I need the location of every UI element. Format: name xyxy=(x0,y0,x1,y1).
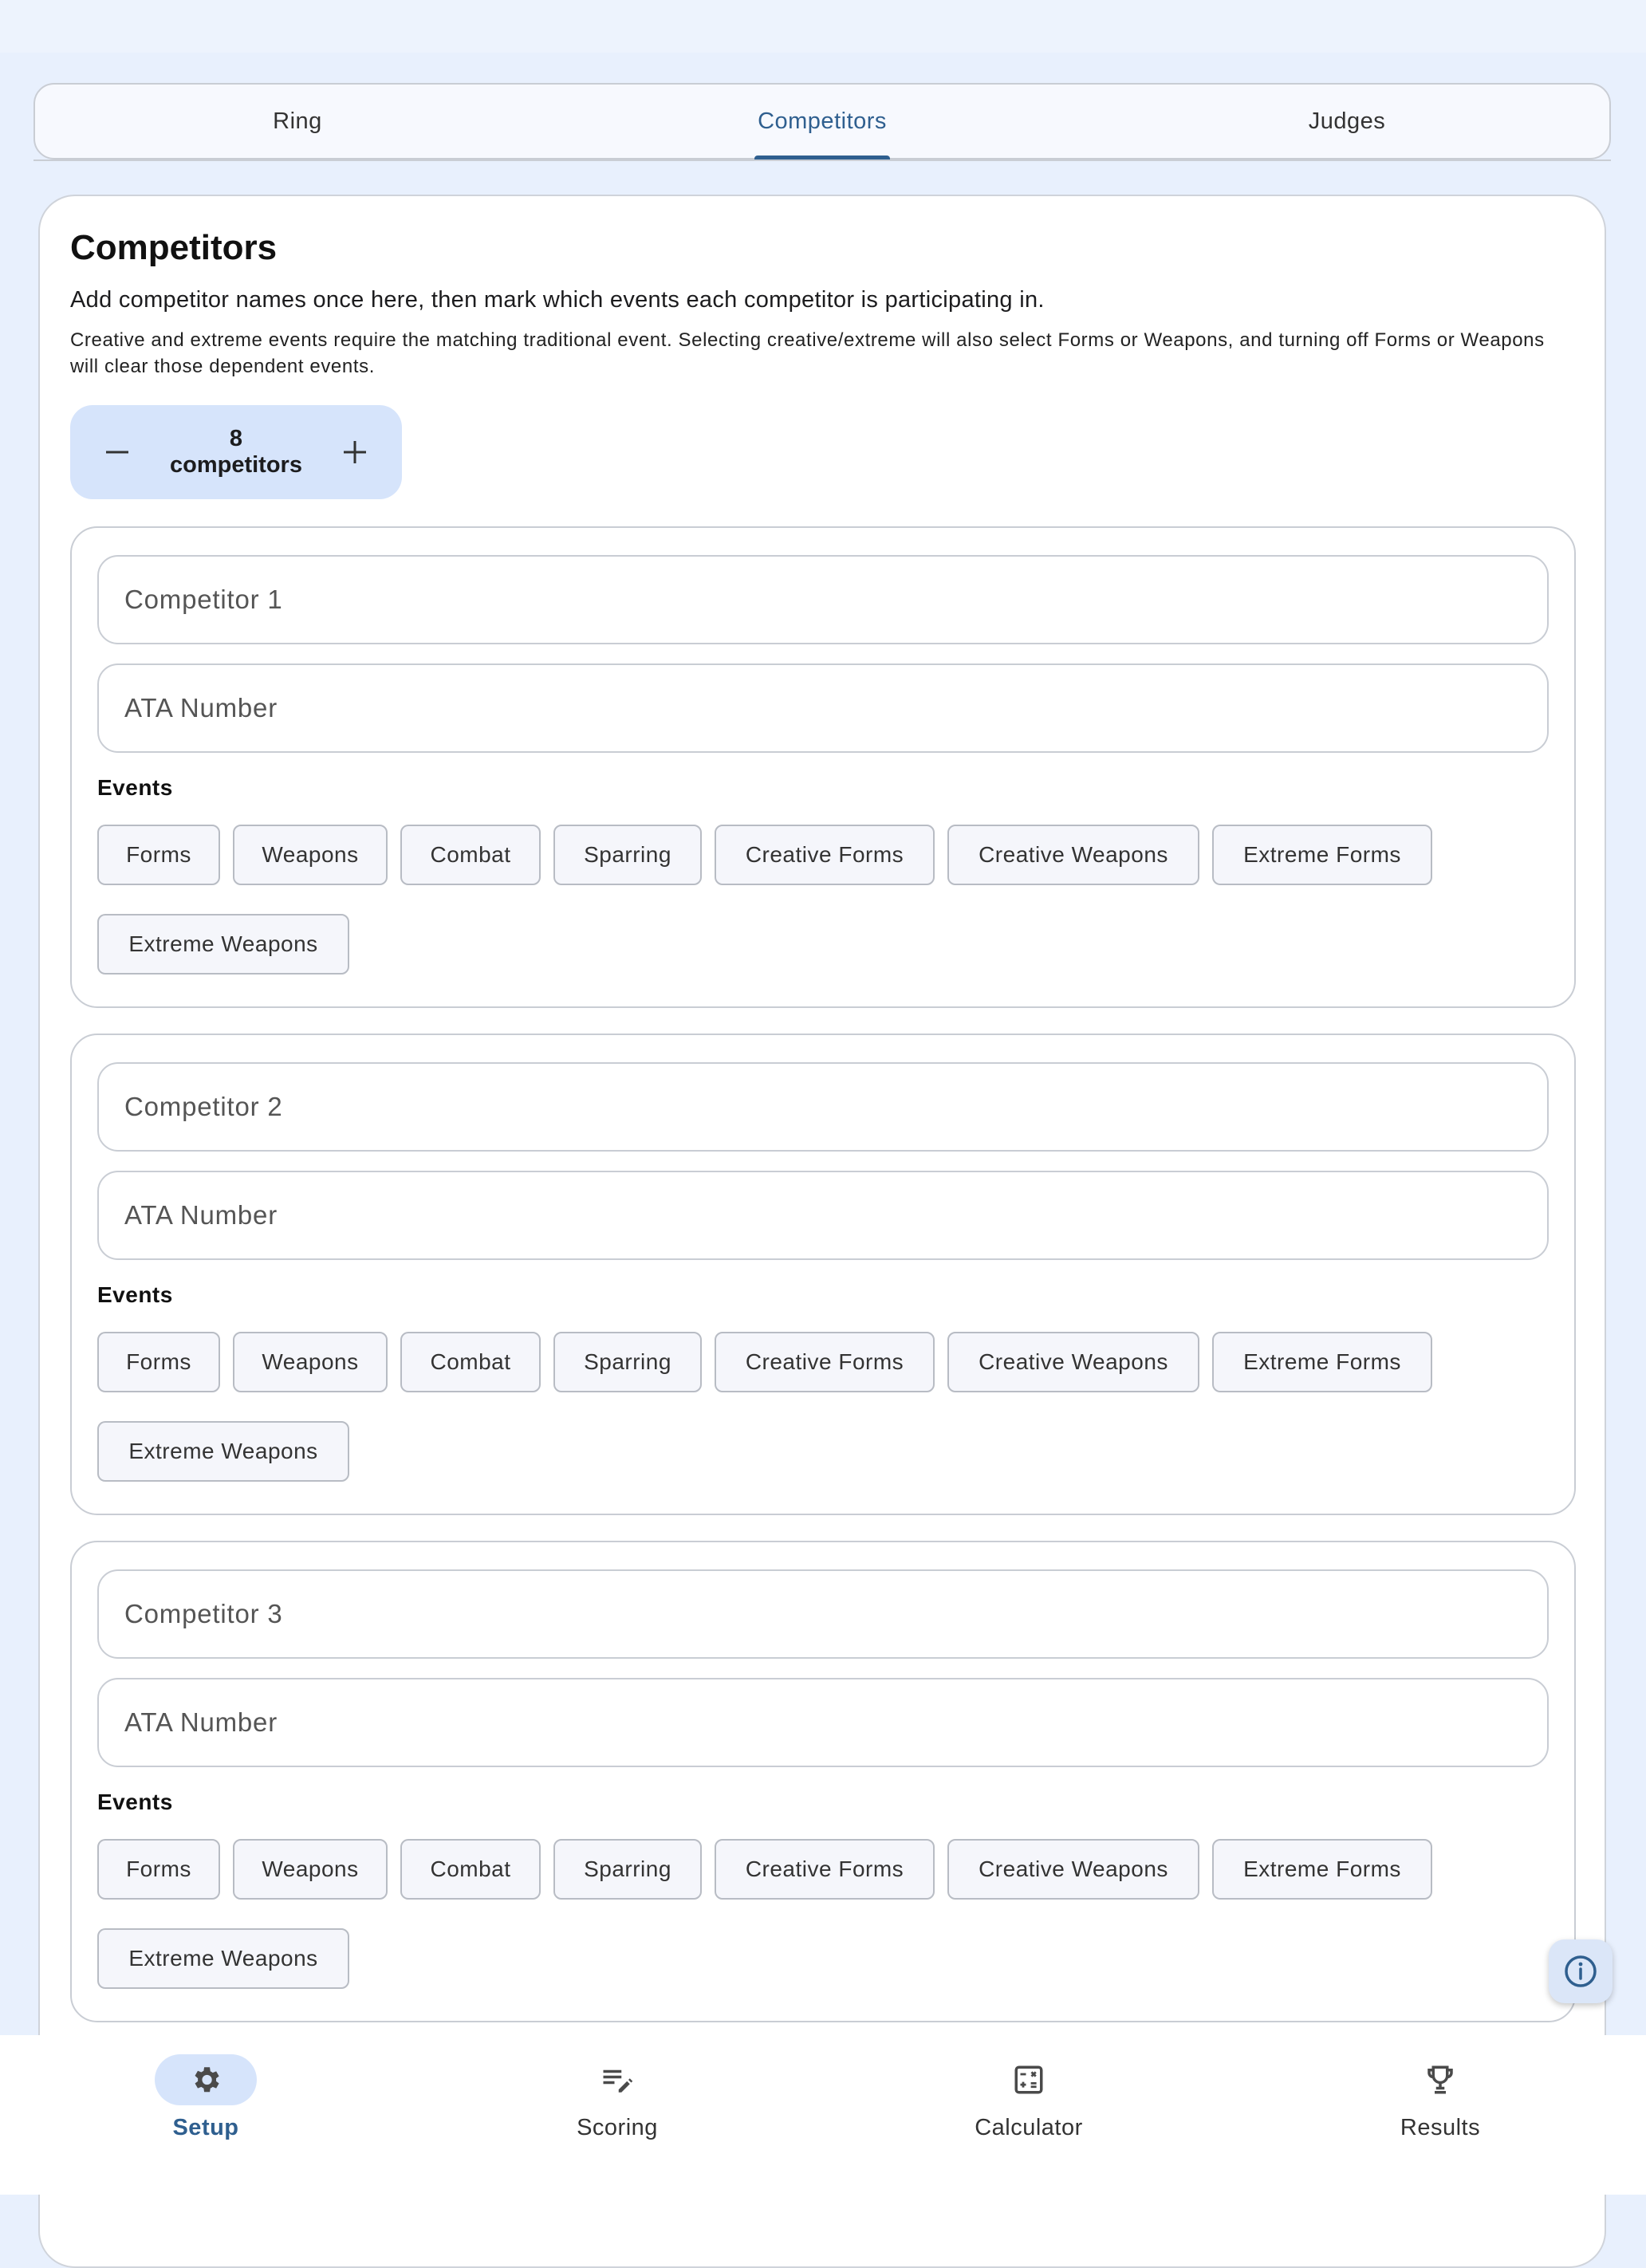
tab-divider xyxy=(33,159,1611,161)
trophy-icon xyxy=(1424,2063,1457,2097)
event-chip-combat[interactable]: Combat xyxy=(400,1839,541,1900)
event-chip-weapons[interactable]: Weapons xyxy=(233,1332,388,1392)
ata-number-field[interactable]: ATA Number xyxy=(97,1171,1549,1260)
competitor-name-field[interactable]: Competitor 3 xyxy=(97,1569,1549,1659)
ata-number-field[interactable]: ATA Number xyxy=(97,663,1549,753)
plus-icon xyxy=(341,439,368,466)
calculator-icon xyxy=(1012,2063,1045,2097)
event-chip-creative-forms[interactable]: Creative Forms xyxy=(715,1332,935,1392)
edit-list-icon xyxy=(601,2063,634,2097)
nav-scoring-indicator xyxy=(566,2054,668,2105)
event-chip-combat[interactable]: Combat xyxy=(400,1332,541,1392)
minus-icon xyxy=(104,439,131,466)
increment-button[interactable] xyxy=(308,405,402,499)
info-icon xyxy=(1563,1954,1598,1989)
tab-competitors[interactable]: Competitors xyxy=(560,85,1085,158)
events-heading: Events xyxy=(97,775,173,800)
event-chip-extreme-forms[interactable]: Extreme Forms xyxy=(1212,1332,1432,1392)
competitor-block xyxy=(70,526,1576,1008)
event-chip-forms[interactable]: Forms xyxy=(97,825,220,885)
nav-setup-indicator xyxy=(155,2054,257,2105)
competitor-name-field[interactable]: Competitor 1 xyxy=(97,555,1549,644)
nav-setup[interactable] xyxy=(0,2035,412,2195)
event-chip-extreme-forms[interactable]: Extreme Forms xyxy=(1212,825,1432,885)
event-chip-weapons[interactable]: Weapons xyxy=(233,825,388,885)
tab-ring[interactable]: Ring xyxy=(273,108,322,134)
event-chip-weapons[interactable]: Weapons xyxy=(233,1839,388,1900)
event-chip-creative-forms[interactable]: Creative Forms xyxy=(715,825,935,885)
status-bar-area xyxy=(0,0,1646,53)
event-chip-creative-weapons[interactable]: Creative Weapons xyxy=(947,1839,1199,1900)
nav-calculator[interactable] xyxy=(823,2035,1234,2195)
tab-judges[interactable]: Judges xyxy=(1308,108,1386,134)
top-tab-bar xyxy=(33,83,1611,159)
nav-setup-label: Setup xyxy=(172,2115,239,2140)
event-chip-sparring[interactable]: Sparring xyxy=(553,1839,702,1900)
info-button[interactable] xyxy=(1549,1939,1613,2003)
ata-number-field[interactable]: ATA Number xyxy=(97,1678,1549,1767)
competitor-block xyxy=(70,1034,1576,1515)
nav-scoring[interactable] xyxy=(412,2035,823,2195)
nav-scoring-label: Scoring xyxy=(577,2115,658,2140)
event-chip-sparring[interactable]: Sparring xyxy=(553,1332,702,1392)
decrement-button[interactable] xyxy=(70,405,164,499)
nav-results[interactable] xyxy=(1234,2035,1646,2195)
nav-calculator-indicator xyxy=(978,2054,1080,2105)
event-chip-forms[interactable]: Forms xyxy=(97,1839,220,1900)
event-chip-creative-weapons[interactable]: Creative Weapons xyxy=(947,825,1199,885)
event-chip-extreme-weapons[interactable]: Extreme Weapons xyxy=(97,1928,349,1989)
section-title: Competitors xyxy=(70,228,278,267)
nav-calculator-label: Calculator xyxy=(975,2115,1083,2140)
competitor-block xyxy=(70,1541,1576,2022)
events-heading: Events xyxy=(97,1282,173,1307)
events-heading: Events xyxy=(97,1790,173,1814)
event-chip-combat[interactable]: Combat xyxy=(400,825,541,885)
event-chip-extreme-weapons[interactable]: Extreme Weapons xyxy=(97,1421,349,1482)
section-note: Creative and extreme events require the matching traditional event. Selecting creative/extreme will also select Forms or Weapons, and turning off Forms or Weapons will clear those dependent events. xyxy=(70,329,1545,377)
nav-results-label: Results xyxy=(1400,2115,1481,2140)
gear-icon xyxy=(189,2063,222,2097)
event-chip-extreme-weapons[interactable]: Extreme Weapons xyxy=(97,914,349,975)
bottom-navigation xyxy=(0,2035,1646,2195)
competitor-count-label: 8 competitors xyxy=(170,426,302,478)
section-description: Add competitor names once here, then mark which events each competitor is participating in. xyxy=(70,287,1045,313)
event-chip-extreme-forms[interactable]: Extreme Forms xyxy=(1212,1839,1432,1900)
event-chip-creative-forms[interactable]: Creative Forms xyxy=(715,1839,935,1900)
event-chip-sparring[interactable]: Sparring xyxy=(553,825,702,885)
competitor-name-field[interactable]: Competitor 2 xyxy=(97,1062,1549,1152)
event-chip-forms[interactable]: Forms xyxy=(97,1332,220,1392)
nav-results-indicator xyxy=(1389,2054,1491,2105)
competitor-count-stepper xyxy=(70,405,402,499)
event-chip-creative-weapons[interactable]: Creative Weapons xyxy=(947,1332,1199,1392)
